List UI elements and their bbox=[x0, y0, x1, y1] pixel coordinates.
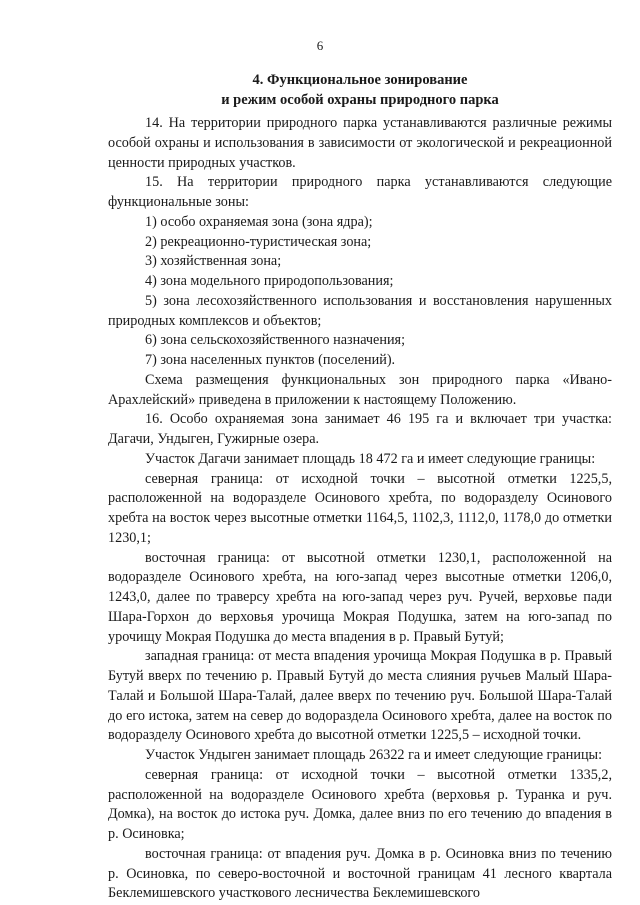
list-item: 4) зона модельного природопользования; bbox=[145, 273, 394, 289]
list-item: 5) зона лесохозяйственного использования и восстановления нарушенных природных комплексов и объектов; bbox=[108, 292, 612, 329]
paragraph-undygen-east: восточная граница: от впадения руч. Домка в р. Осиновка вниз по течению р. Осиновка, по северо-восточной и восточной границам 41 лесного квартала Беклемишевского участкового лесничества Беклемишевского bbox=[108, 845, 612, 902]
paragraph-dagachi-north: северная граница: от исходной точки – высотной отметки 1225,5, расположенной на водоразделе Осинового хребта, по водоразделу Осинового хребта на восток через высотные отметки 1164,5, 1102,3, 1112,0, 1178,0 до отметки 1230,1; bbox=[108, 470, 612, 546]
paragraph-undygen-north: северная граница: от исходной точки – высотной отметки 1335,2, расположенной на водоразделе Осинового хребта (верховья р. Туранка и руч. Домка), на восток до истока руч. Домка, далее вниз по его течению до впадения в р. Осиновка; bbox=[108, 766, 612, 842]
paragraph-16: 16. Особо охраняемая зона занимает 46 195 га и включает три участка: Дагачи, Ундыген, Гужирные озера. bbox=[108, 411, 612, 447]
page-number: 6 bbox=[316, 38, 324, 53]
section-heading-line-2: и режим особой охраны природного парка bbox=[221, 92, 499, 108]
body-text bbox=[108, 114, 612, 904]
section-heading bbox=[110, 70, 610, 110]
paragraph-15: 15. На территории природного парка устанавливаются следующие функциональные зоны: bbox=[108, 174, 612, 210]
paragraph-dagachi: Участок Дагачи занимает площадь 18 472 га и имеет следующие границы: bbox=[145, 450, 596, 467]
paragraph-14: 14. На территории природного парка устанавливаются различные режимы особой охраны и использования в зависимости от экологической и рекреационной ценности природных участков. bbox=[108, 115, 612, 171]
section-heading-line-1: 4. Функциональное зонирование bbox=[252, 72, 468, 88]
list-item: 1) особо охраняемая зона (зона ядра); bbox=[145, 213, 373, 230]
paragraph-undygen: Участок Ундыген занимает площадь 26322 га и имеет следующие границы: bbox=[145, 747, 603, 763]
list-item: 6) зона сельскохозяйственного назначения; bbox=[145, 332, 406, 349]
paragraph-scheme: Схема размещения функциональных зон природного парка «Ивано-Арахлейский» приведена в приложении к настоящему Положению. bbox=[108, 371, 612, 408]
list-item: 3) хозяйственная зона; bbox=[145, 253, 282, 270]
paragraph-dagachi-west: западная граница: от места впадения урочища Мокрая Подушка в р. Правый Бутуй вверх по течению р. Правый Бутуй до места слияния ручьев Малый Шара-Талай и Большой Шара-Талай, далее вверх по течению руч. Большой Шара-Талай до его истока, затем на север до водораздела Осинового хребта, далее на восток по водоразделу Осинового хребта до высотной отметки 1225,5 – исходной точки. bbox=[108, 648, 612, 744]
paragraph-dagachi-east: восточная граница: от высотной отметки 1230,1, расположенной на водоразделе Осинового хребта, на юго-запад через высотные отметки 1206,0, 1243,0, далее по траверсу хребта на юго-запад через руч. Ручей, верховье пади Шара-Горхон до верховья урочища Мокрая Подушка, затем на юго-запад по урочищу Мокрая Подушка до места впадения в р. Правый Бутуй; bbox=[108, 549, 612, 645]
list-item: 7) зона населенных пунктов (поселений). bbox=[145, 352, 396, 368]
list-item: 2) рекреационно-туристическая зона; bbox=[145, 233, 372, 250]
